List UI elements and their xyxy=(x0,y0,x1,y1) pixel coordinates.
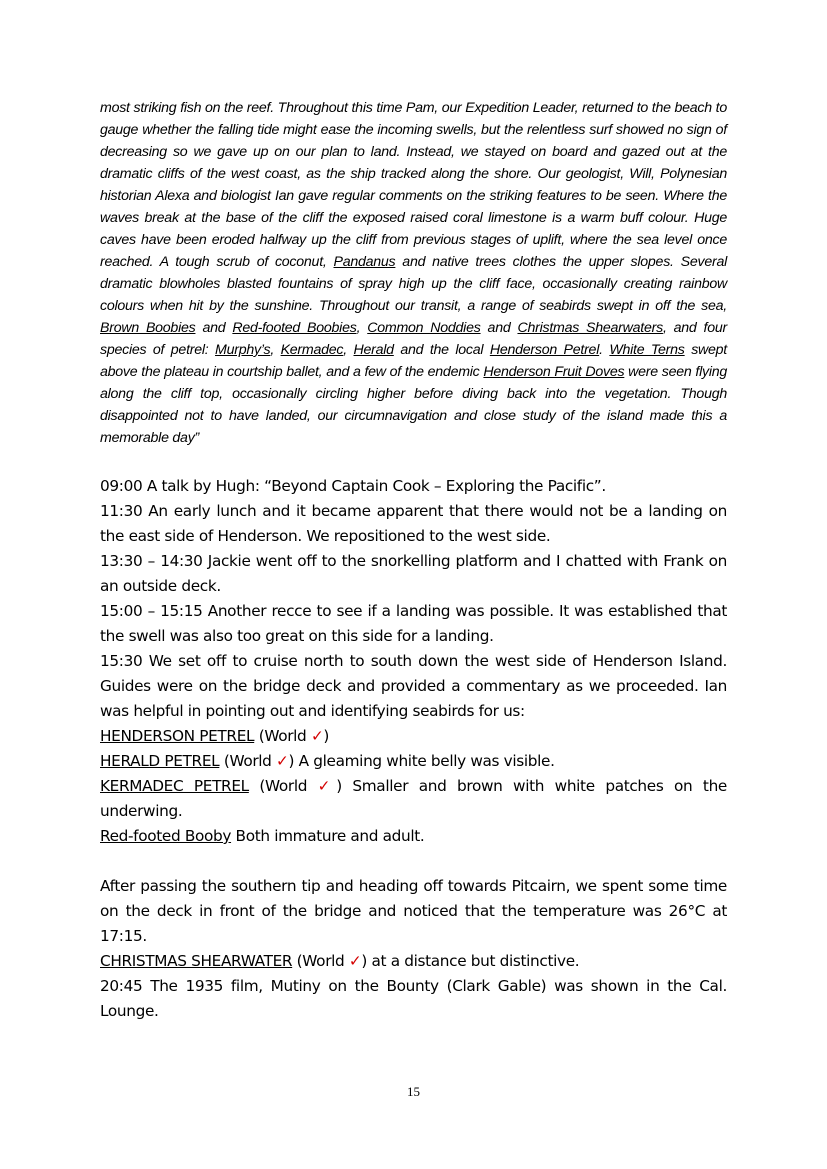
bird-note: Smaller and brown with white patches on the underwing. xyxy=(100,777,727,820)
bird-name: Red-footed Booby xyxy=(100,827,232,845)
check-mark-icon: ✓ xyxy=(348,952,362,970)
quote-text: were seen flying along the cliff top, occasionally circling higher before diving back into the vegetation. Though disappointed not to have landed, our circumnavigation and close study of the island made this a memorable day” xyxy=(100,364,728,446)
species-pandanus: Pandanus xyxy=(333,254,396,270)
diary-log xyxy=(100,474,727,1024)
bird-sighting-red-footed-booby xyxy=(100,824,727,849)
world-tag-close: ) xyxy=(323,727,330,745)
species-herald: Herald xyxy=(353,342,394,358)
quote-text: swept above the plateau in courtship ballet, and a few of the endemic xyxy=(100,342,728,380)
species-common-noddies: Common Noddies xyxy=(367,320,481,336)
species-henderson-fruit-doves: Henderson Fruit Doves xyxy=(483,364,625,380)
diary-entry-0900: 09:00 A talk by Hugh: “Beyond Captain Cook – Exploring the Pacific”. xyxy=(100,477,606,495)
quote-text: . xyxy=(599,342,610,358)
quote-text: and xyxy=(195,320,233,336)
after-southern-tip-paragraph: After passing the southern tip and heading off towards Pitcairn, we spent some time on the deck in front of the bridge and noticed that the temperature was 26°C at 17:15. xyxy=(100,877,727,945)
quote-text: , xyxy=(270,342,281,358)
quote-text: , and four species of petrel: xyxy=(100,320,727,358)
bird-note: Both immature and adult. xyxy=(231,827,425,845)
page-body xyxy=(100,97,727,1024)
world-tag-close: ) xyxy=(336,777,342,795)
quote-text: and xyxy=(480,320,518,336)
world-tag: (World xyxy=(254,727,311,745)
bird-sighting-herald-petrel xyxy=(100,749,727,774)
bird-name: KERMADEC PETREL xyxy=(100,777,249,795)
bird-sighting-christmas-shearwater xyxy=(100,949,727,974)
quote-text: and native trees clothes the upper slopes. Several dramatic blowholes blasted fountains of spray high up the cliff face, occasionally creating rainbow colours when hit by the sunshine. Throughout our transit, a range of seabirds swept in off the sea, xyxy=(100,254,727,314)
species-murphys: Murphy’s xyxy=(215,342,271,358)
diary-entry-1130: 11:30 An early lunch and it became apparent that there would not be a landing on the east side of Henderson. We repositioned to the west side. xyxy=(100,502,727,545)
quote-text: , xyxy=(343,342,354,358)
check-mark-icon: ✓ xyxy=(276,752,289,770)
bird-name: CHRISTMAS SHEARWATER xyxy=(100,952,293,970)
diary-entry-2045: 20:45 The 1935 film, Mutiny on the Bounty (Clark Gable) was shown in the Cal. Lounge. xyxy=(100,977,727,1020)
quote-text: most striking fish on the reef. Throughout this time Pam, our Expedition Leader, returned to the beach to gauge whether the falling tide might ease the incoming swells, but the relentless surf showed no sign of decreasing so we gave up on our plan to land. Instead, we stayed on board and gazed out at the dramatic cliffs of the west coast, as the ship tracked along the shore. Our geologist, Will, Polynesian historian Alexa and biologist Ian gave regular comments on the striking features to be seen. Where the waves break at the base of the cliff the exposed raised coral limestone is a warm buff colour. Huge caves have been eroded halfway up the cliff from previous stages of uplift, where the sea level once reached. A tough scrub of coconut, xyxy=(100,100,727,270)
page-number: 15 xyxy=(407,1084,420,1099)
bird-name: HERALD PETREL xyxy=(100,752,220,770)
world-tag: (World xyxy=(248,777,318,795)
quoted-passage xyxy=(100,97,727,449)
bird-sighting-kermadec-petrel xyxy=(100,774,727,824)
world-tag: (World xyxy=(292,952,349,970)
species-kermadec: Kermadec xyxy=(280,342,344,358)
check-mark-icon: ✓ xyxy=(317,777,337,795)
bird-name: HENDERSON PETREL xyxy=(100,727,255,745)
check-mark-icon: ✓ xyxy=(310,727,324,745)
diary-entry-1330: 13:30 – 14:30 Jackie went off to the snorkelling platform and I chatted with Frank on an outside deck. xyxy=(100,552,727,595)
world-tag: (World xyxy=(219,752,277,770)
world-tag-close: ) xyxy=(361,952,367,970)
bird-sighting-henderson-petrel xyxy=(100,724,727,749)
quote-text: , xyxy=(356,320,368,336)
world-tag-close: ) xyxy=(288,752,295,770)
bird-note: A gleaming white belly was visible. xyxy=(294,752,555,770)
diary-entry-1530: 15:30 We set off to cruise north to south down the west side of Henderson Island. Guides were on the bridge deck and provided a commentary as we proceeded. Ian was helpful in pointing out and identifying seabirds for us: xyxy=(100,652,727,720)
bird-note: at a distance but distinctive. xyxy=(367,952,580,970)
diary-entry-1500: 15:00 – 15:15 Another recce to see if a landing was possible. It was established that the swell was also too great on this side for a landing. xyxy=(100,602,727,645)
species-brown-boobies: Brown Boobies xyxy=(100,320,196,336)
species-red-footed-boobies: Red-footed Boobies xyxy=(232,320,357,336)
species-white-terns: White Terns xyxy=(609,342,685,358)
quote-text: and the local xyxy=(393,342,490,358)
species-henderson-petrel: Henderson Petrel xyxy=(489,342,600,358)
species-christmas-shearwaters: Christmas Shearwaters xyxy=(517,320,663,336)
paragraph-gap xyxy=(100,849,727,874)
